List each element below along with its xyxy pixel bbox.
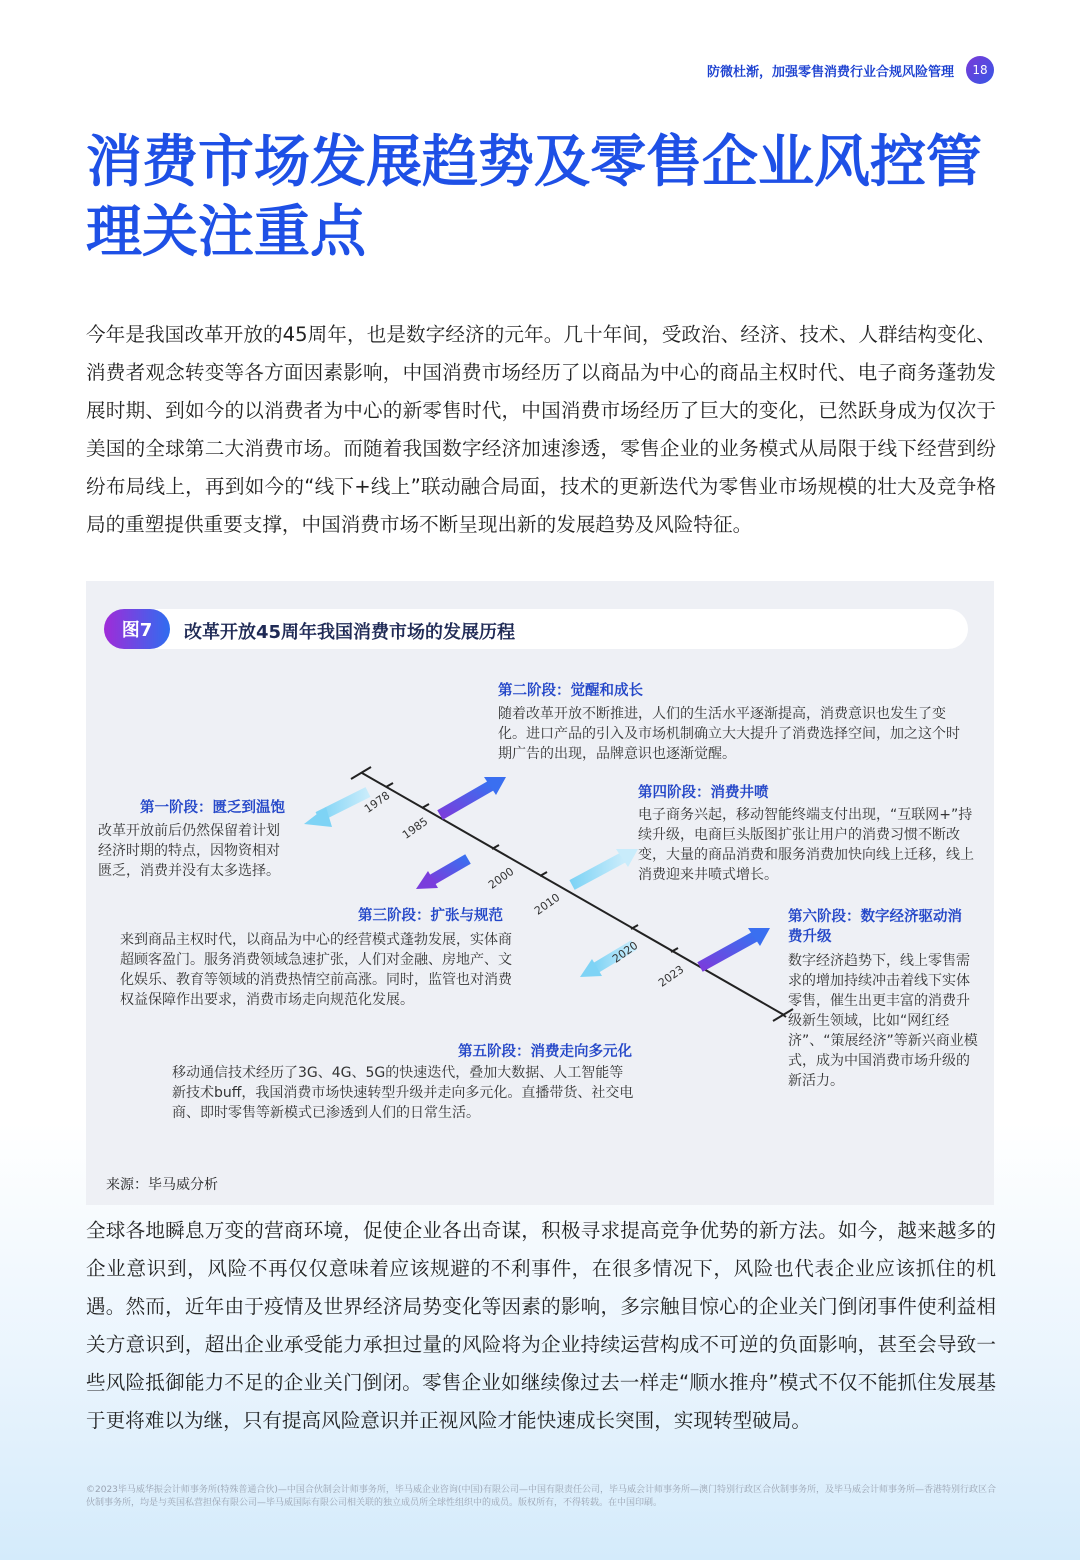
stage-4-title: 第四阶段：消费井喷 xyxy=(638,785,769,801)
year-label: 2020 xyxy=(610,938,641,966)
stage-6-title: 第六阶段：数字经济驱动消费升级 xyxy=(788,909,962,945)
stage-2-title: 第二阶段：觉醒和成长 xyxy=(498,683,643,699)
stage-3-title: 第三阶段：扩张与规范 xyxy=(358,908,503,924)
stage-5-text: 移动通信技术经历了3G、4G、5G的快速迭代，叠加大数据、人工智能等新技术buff，我国消费市场快速转型升级并走向多元化。直播带货、社交电商、即时零售等新模式已渗透到人们的日常生活。 xyxy=(172,1065,634,1121)
timeline-tick xyxy=(540,872,547,876)
year-label: 1985 xyxy=(400,814,431,842)
stage-2-text: 随着改革开放不断推进，人们的生活水平逐渐提高，消费意识也发生了变化。进口产品的引入及市场机制确立大大提升了消费选择空间，加之这个时期广告的出现，品牌意识也逐渐觉醒。 xyxy=(498,706,960,762)
page-title: 消费市场发展趋势及零售企业风控管理关注重点 xyxy=(86,130,982,265)
stage-3-text: 来到商品主权时代，以商品为中心的经营模式蓬勃发展，实体商超顾客盈门。服务消费领域急速扩张，人们对金融、房地产、文化娱乐、教育等领域的消费热情空前高涨。同时，监管也对消费权益保障作出要求，消费市场走向规范化发展。 xyxy=(120,932,512,1008)
stage-1-title: 第一阶段：匮乏到温饱 xyxy=(140,800,285,816)
stage-1-text: 改革开放前后仍然保留着计划经济时期的特点，因物资相对匮乏，消费并没有太多选择。 xyxy=(98,823,280,879)
stage-5-title: 第五阶段：消费走向多元化 xyxy=(458,1044,632,1060)
page-number: 18 xyxy=(966,56,994,84)
year-label: 2023 xyxy=(656,962,687,990)
copyright-footer: ©2023毕马威华振会计师事务所(特殊普通合伙)—中国合伙制会计师事务所，毕马威企业咨询(中国)有限公司—中国有限责任公司，毕马威会计师事务所—澳门特别行政区合伙制事务所，及毕马威会计师事务所—香港特别行政区合伙制事务所，均是与英国私营担保有限公司—毕马威国际有限公司相关联的独立成员所全球性组织中的成员。版权所有，不得转载。在中国印刷。 xyxy=(86,1485,996,1508)
arrow-stage-3 xyxy=(416,859,468,889)
arrow-stage-6 xyxy=(700,928,770,967)
arrow-stage-4 xyxy=(572,849,638,885)
stage-6-text: 数字经济趋势下，线上零售需求的增加持续冲击着线下实体零售，催生出更丰富的消费升级新生领域，比如“网红经济”、“策展经济”等新兴商业模式，成为中国消费市场升级的新活力。 xyxy=(788,953,978,1089)
page-header xyxy=(707,56,994,84)
arrow-stage-2 xyxy=(440,777,506,815)
header-title: 防微杜渐，加强零售消费行业合规风险管理 xyxy=(706,64,954,80)
year-label: 2010 xyxy=(532,890,563,918)
figure-badge: 图7 xyxy=(104,609,170,649)
figure-source: 来源：毕马威分析 xyxy=(106,1177,218,1193)
closing-paragraph: 全球各地瞬息万变的营商环境，促使企业各出奇谋，积极寻求提高竞争优势的新方法。如今，越来越多的企业意识到，风险不再仅仅意味着应该规避的不利事件，在很多情况下，风险也代表企业应该抓住的机遇。然而，近年由于疫情及世界经济局势变化等因素的影响，多宗触目惊心的企业关门倒闭事件使利益相关方意识到，超出企业承受能力承担过量的风险将为企业持续运营构成不可逆的负面影响，甚至会导致一些风险抵御能力不足的企业关门倒闭。零售企业如继续像过去一样走“顺水推舟”模式不仅不能抓住发展基于更将难以为继，只有提高风险意识并正视风险才能快速成长突围，实现转型破局。 xyxy=(86,1219,996,1432)
figure-7 xyxy=(86,581,994,1205)
timeline-tick xyxy=(422,804,429,808)
stage-4-text: 电子商务兴起，移动智能终端支付出现，“互联网+”持续升级，电商巨头版图扩张让用户的消费习惯不断改变，大量的商品消费和服务消费加快向线上迁移，线上消费迎来井喷式增长。 xyxy=(638,807,974,883)
timeline-tick xyxy=(386,783,393,787)
intro-paragraph: 今年是我国改革开放的45周年，也是数字经济的元年。几十年间，受政治、经济、技术、人群结构变化、消费者观念转变等各方面因素影响，中国消费市场经历了以商品为中心的商品主权时代、电子商务蓬勃发展时期、到如今的以消费者为中心的新零售时代，中国消费市场经历了巨大的变化，已然跃身成为仅次于美国的全球第二大消费市场。而随着我国数字经济加速渗透，零售企业的业务模式从局限于线下经营到纷纷布局线上，再到如今的“线下+线上”联动融合局面，技术的更新迭代为零售业市场规模的壮大及竞争格局的重塑提供重要支撑，中国消费市场不断呈现出新的发展趋势及风险特征。 xyxy=(86,323,996,536)
year-label: 1978 xyxy=(362,788,393,816)
arrow-stage-1 xyxy=(304,792,368,827)
figure-title: 改革开放45周年我国消费市场的发展历程 xyxy=(184,622,516,643)
year-label: 2000 xyxy=(486,864,517,892)
